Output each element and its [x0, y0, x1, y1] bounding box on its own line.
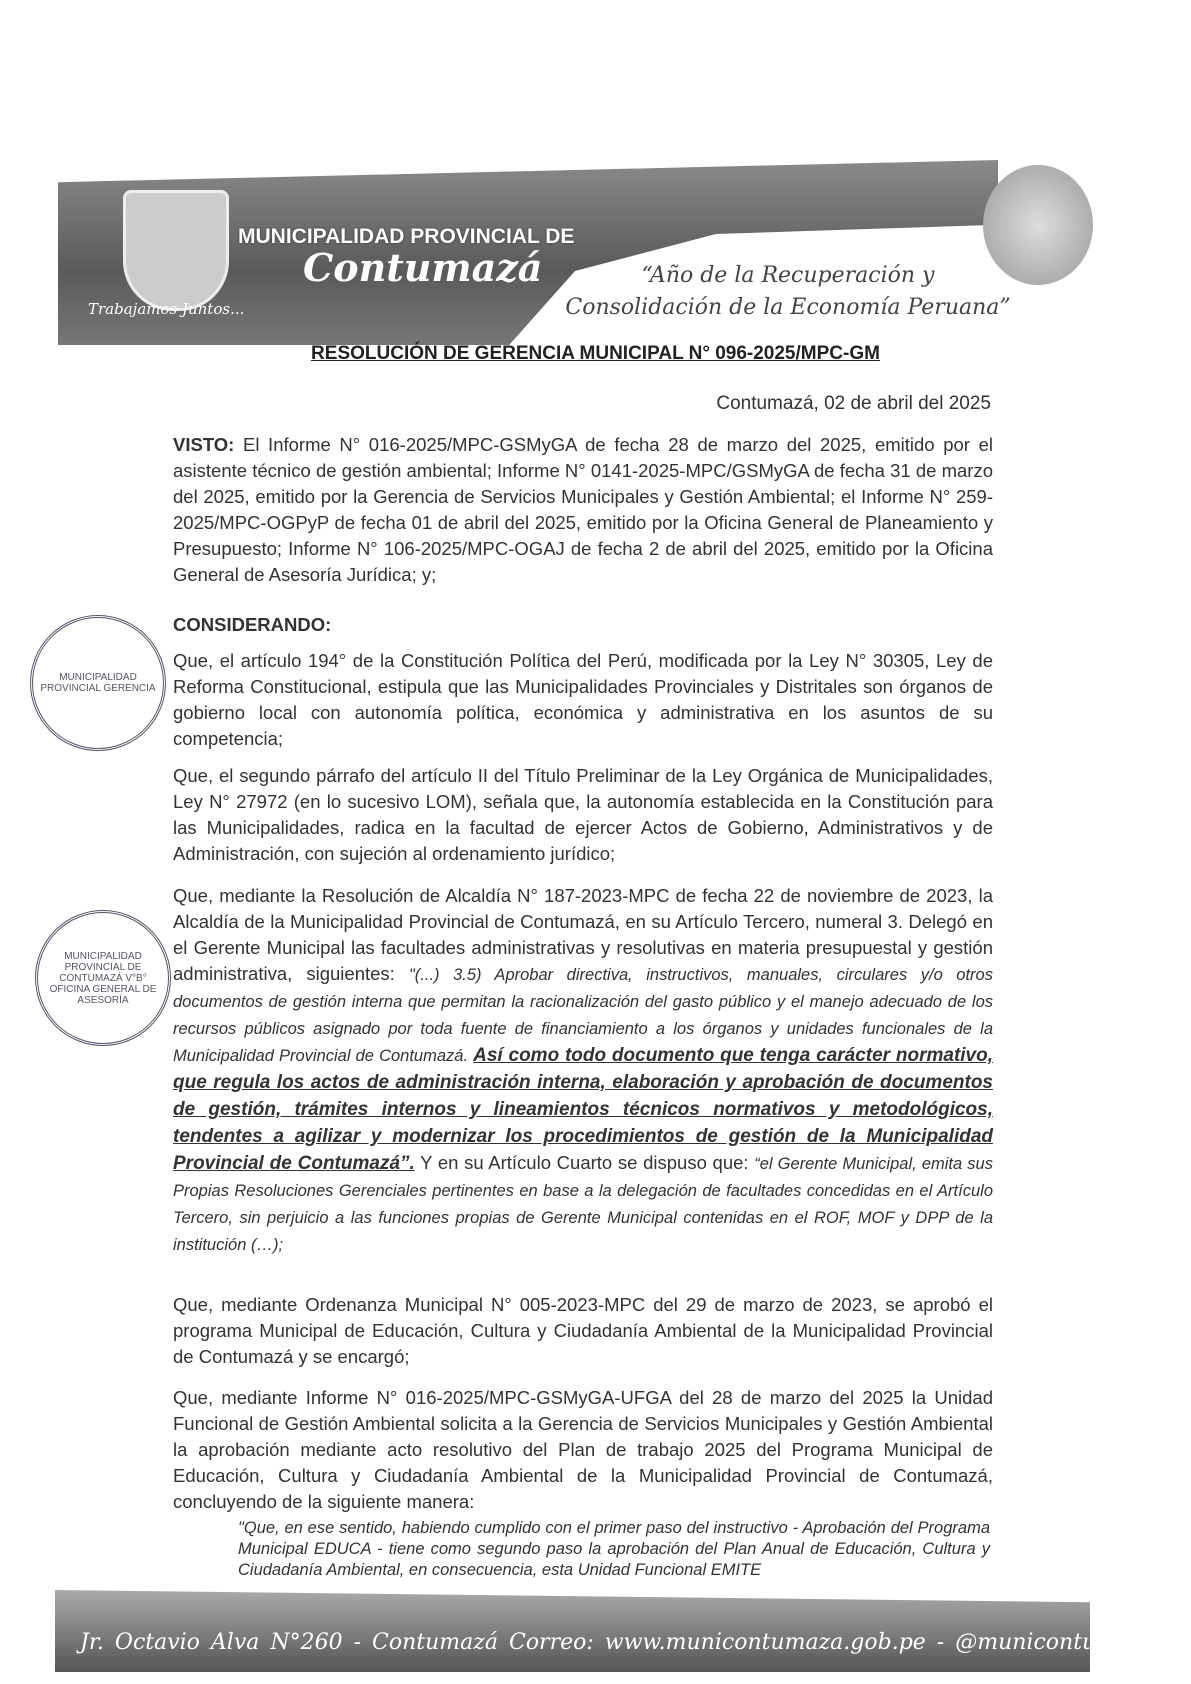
peru-coat-of-arms-logo	[983, 165, 1093, 285]
city-name: Contumazá	[303, 245, 543, 290]
municipal-shield-logo	[123, 190, 229, 311]
paragraph-4: Que, mediante Ordenanza Municipal N° 005-2023-MPC del 29 de marzo de 2023, se aprobó el programa Municipal de Educación, Cultura y Ciudadanía Ambiental de la Municipalidad Provincial de Contumazá y se encargó;	[173, 1294, 993, 1367]
paragraph-1: Que, el artículo 194° de la Constitución Política del Perú, modificada por la Ley N° 30305, Ley de Reforma Constitucional, estipula que las Municipalidades Provinciales y Distritales son órganos de gobierno local con autonomía política, económica y administrativa en los asuntos de su competencia;	[173, 650, 993, 749]
considerando-heading: CONSIDERANDO:	[173, 614, 332, 635]
paragraph-3: Que, mediante la Resolución de Alcaldía N° 187-2023-MPC de fecha 22 de noviembre de 2023, la Alcaldía de la Municipalidad Provincial de Contumazá, en su Artículo Tercero, numeral 3. Delegó en el Gerente Municipal las facultades administrativas y resolutivas en materia presupuestal y gestión administrativa, siguientes: "(...) 3.5) Aprobar directiva, instructivos, manuales, circulares y/o otros documentos de gestión interna que permitan la racionalización del gasto público y el manejo adecuado de los recursos públicos asignado por toda fuente de financiamiento a los órganos y unidades funcionales de la Municipalidad Provincial de Contumazá. Así como todo documento que tenga carácter normativo, que regula los actos de administración interna, elaboración y aprobación de documentos de gestión, trámites internos y lineamientos técnicos normativos y metodológicos, tendentes a agilizar y modernizar los procedimientos de gestión de la Municipalidad Provincial de Contumazá”. Y en su Artículo Cuarto se dispuso que: “el Gerente Municipal, emita sus Propias Resoluciones Gerenciales pertinentes en base a la delegación de facultades concedidas en el Artículo Tercero, sin perjuicio a las funciones propias de Gerente Municipal contenidas en el ROF, MOF y DPP de la institución (…);	[173, 885, 993, 1254]
asesoria-stamp: MUNICIPALIDAD PROVINCIAL DE CONTUMAZÁ V°B° OFICINA GENERAL DE ASESORÍA	[35, 910, 171, 1046]
footer-contact: Jr. Octavio Alva N°260 - Contumazá Correo: www.municontumaza.gob.pe - @municontumaza	[80, 1630, 1155, 1655]
visto-paragraph: VISTO: El Informe N° 016-2025/MPC-GSMyGA de fecha 28 de marzo del 2025, emitido por el asistente técnico de gestión ambiental; Informe N° 0141-2025-MPC/GSMyGA de fecha 31 de marzo del 2025, emitido por la Gerencia de Servicios Municipales y Gestión Ambiental; el Informe N° 259-2025/MPC-OGPyP de fecha 01 de abril del 2025, emitido por la Oficina General de Planeamiento y Presupuesto; Informe N° 106-2025/MPC-OGAJ de fecha 2 de abril del 2025, emitido por la Oficina General de Asesoría Jurídica; y;	[173, 434, 993, 585]
gerencia-stamp: MUNICIPALIDAD PROVINCIAL GERENCIA	[30, 615, 166, 751]
municipality-name: MUNICIPALIDAD PROVINCIAL DE	[238, 225, 575, 248]
document-title: RESOLUCIÓN DE GERENCIA MUNICIPAL N° 096-2025/MPC-GM	[311, 343, 880, 364]
document-date: Contumazá, 02 de abril del 2025	[716, 393, 991, 414]
paragraph-2: Que, el segundo párrafo del artículo II del Título Preliminar de la Ley Orgánica de Municipalidades, Ley N° 27972 (en lo sucesivo LOM), señala que, la autonomía establecida en la Constitución para las Municipalidades, radica en la facultad de ejercer Actos de Gobierno, Administrativos y de Administración, con sujeción al ordenamiento jurídico;	[173, 765, 993, 864]
slogan: Trabajamos Juntos...	[88, 300, 245, 318]
paragraph-5: Que, mediante Informe N° 016-2025/MPC-GSMyGA-UFGA del 28 de marzo del 2025 la Unidad Funcional de Gestión Ambiental solicita a la Gerencia de Servicios Municipales y Gestión Ambiental la aprobación mediante acto resolutivo del Plan de trabajo 2025 del Programa Municipal de Educación, Cultura y Ciudadanía Ambiental de la Municipalidad Provincial de Contumazá, concluyendo de la siguiente manera:	[173, 1387, 993, 1512]
quoted-paragraph: "Que, en ese sentido, habiendo cumplido con el primer paso del instructivo - Aprobación del Programa Municipal EDUCA - tiene como segundo paso la aprobación del Plan Anual de Educación, Cultura y Ciudadanía Ambiental, en consecuencia, esta Unidad Funcional EMITE	[238, 1519, 990, 1579]
letterhead	[58, 150, 1103, 345]
year-motto: “Año de la Recuperación y Consolidación de la Economía Peruana”	[565, 263, 1011, 320]
